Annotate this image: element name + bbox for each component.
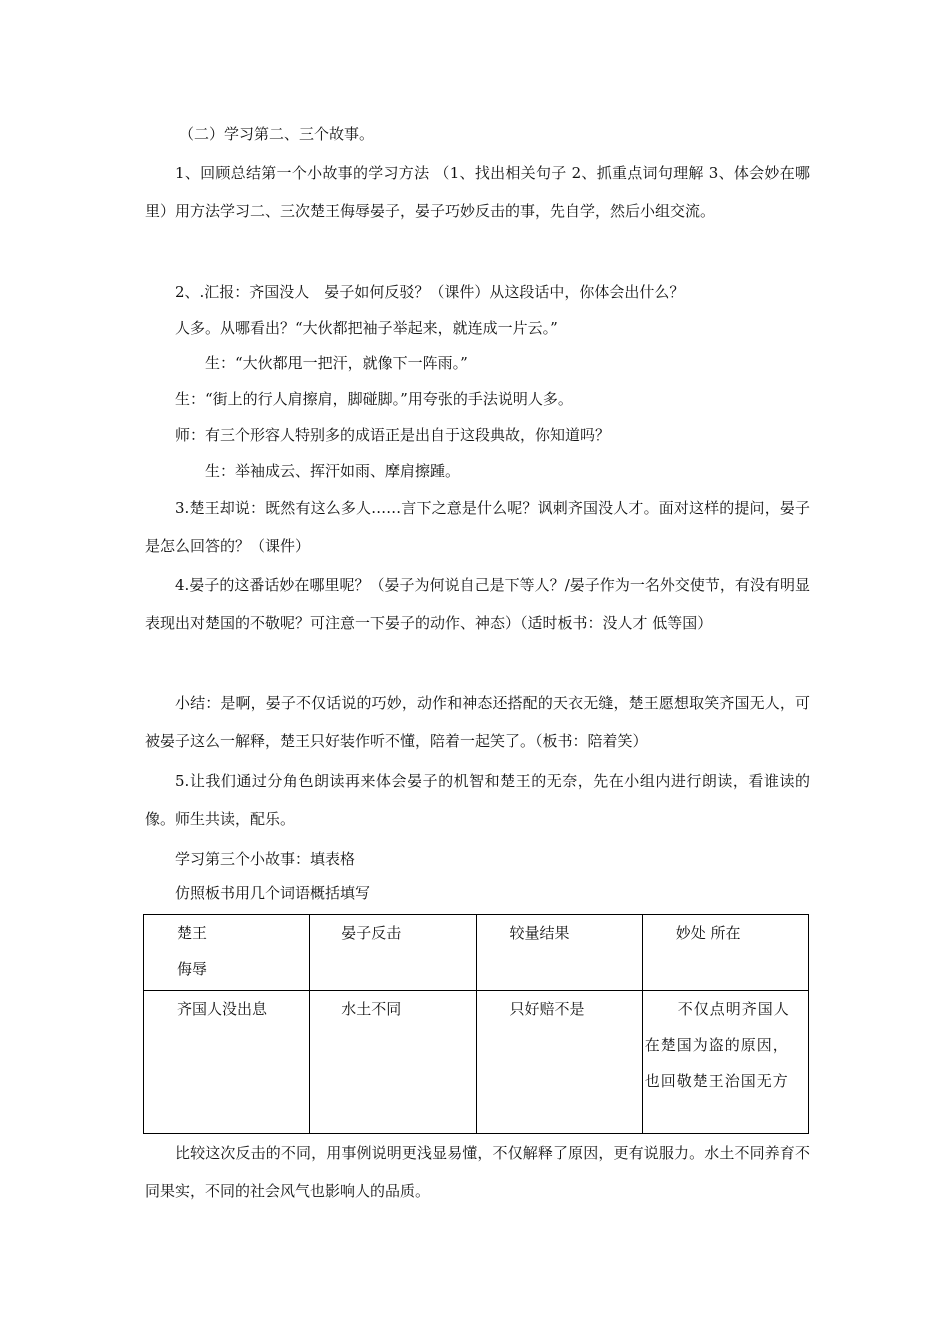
cell-wit <box>642 991 808 1134</box>
paragraph-many-people: 人多。从哪看出？“大伙都把袖子举起来，就连成一片云。” <box>175 319 558 337</box>
paragraph-wit-analysis: 4.晏子的这番话妙在哪里呢？（晏子为何说自己是下等人？/晏子作为一名外交使节，有没有明显表现出对楚国的不敬呢？可注意一下晏子的动作、神态）（适时板书：没人才 低等国） <box>145 576 810 632</box>
paragraph-report: 2、.汇报：齐国没人 晏子如何反驳？（课件）从这段话中，你体会出什么？ <box>175 283 685 301</box>
paragraph-summary: 小结：是啊，晏子不仅话说的巧妙，动作和神态还搭配的天衣无缝，楚王愿想取笑齐国无人，可被晏子这么一解释，楚王只好装作听不懂，陪着一起笑了。（板书：陪着笑） <box>145 694 810 750</box>
cell-wit-line-3: 也回敬楚王治国无方 <box>644 1072 789 1090</box>
section-title: （二）学习第二、三个故事。 <box>179 125 375 143</box>
cell-insult: 齐国人没出息 <box>144 991 310 1134</box>
paragraph-fill-instruction: 仿照板书用几个词语概括填写 <box>175 884 371 902</box>
cell-wit-line-2: 在楚国为盗的原因， <box>644 1036 789 1054</box>
paragraph-student-2: 生：“街上的行人肩擦肩，脚碰脚。”用夸张的手法说明人多。 <box>175 390 573 408</box>
paragraph-king-says: 3.楚王却说：既然有这么多人……言下之意是什么呢？讽刺齐国没人才。面对这样的提问，晏子是怎么回答的？（课件） <box>145 499 810 555</box>
header-cell-wit: 妙处 所在 <box>642 915 808 991</box>
cell-counter: 水土不同 <box>310 991 476 1134</box>
cell-result: 只好赔不是 <box>476 991 642 1134</box>
table-header-row <box>144 915 809 991</box>
header-cell-insult <box>144 915 310 991</box>
paragraph-method-review: 1、回顾总结第一个小故事的学习方法 （1、找出相关句子 2、抓重点词句理解 3、体会妙在哪里）用方法学习二、三次楚王侮辱晏子，晏子巧妙反击的事，先自学，然后小组交流。 <box>145 164 810 220</box>
header-insult: 侮辱 <box>177 960 208 978</box>
header-king: 楚王 <box>177 924 208 942</box>
header-cell-counter: 晏子反击 <box>310 915 476 991</box>
paragraph-third-story: 学习第三个小故事：填表格 <box>175 850 356 868</box>
paragraph-teacher: 师：有三个形容人特别多的成语正是出自于这段典故，你知道吗？ <box>175 426 611 444</box>
cell-wit-line-1: 不仅点明齐国人 <box>677 1000 790 1018</box>
story-comparison-table <box>143 914 809 1134</box>
table-row <box>144 991 809 1134</box>
paragraph-comparison: 比较这次反击的不同，用事例说明更浅显易懂，不仅解释了原因，更有说服力。水土不同养育不同果实，不同的社会风气也影响人的品质。 <box>145 1144 810 1200</box>
header-cell-result: 较量结果 <box>476 915 642 991</box>
paragraph-idioms: 生：举袖成云、挥汗如雨、摩肩擦踵。 <box>205 462 461 480</box>
paragraph-student-1: 生：“大伙都甩一把汗，就像下一阵雨。” <box>205 354 468 372</box>
paragraph-role-reading: 5.让我们通过分角色朗读再来体会晏子的机智和楚王的无奈，先在小组内进行朗读，看谁读的像。师生共读，配乐。 <box>145 772 810 828</box>
